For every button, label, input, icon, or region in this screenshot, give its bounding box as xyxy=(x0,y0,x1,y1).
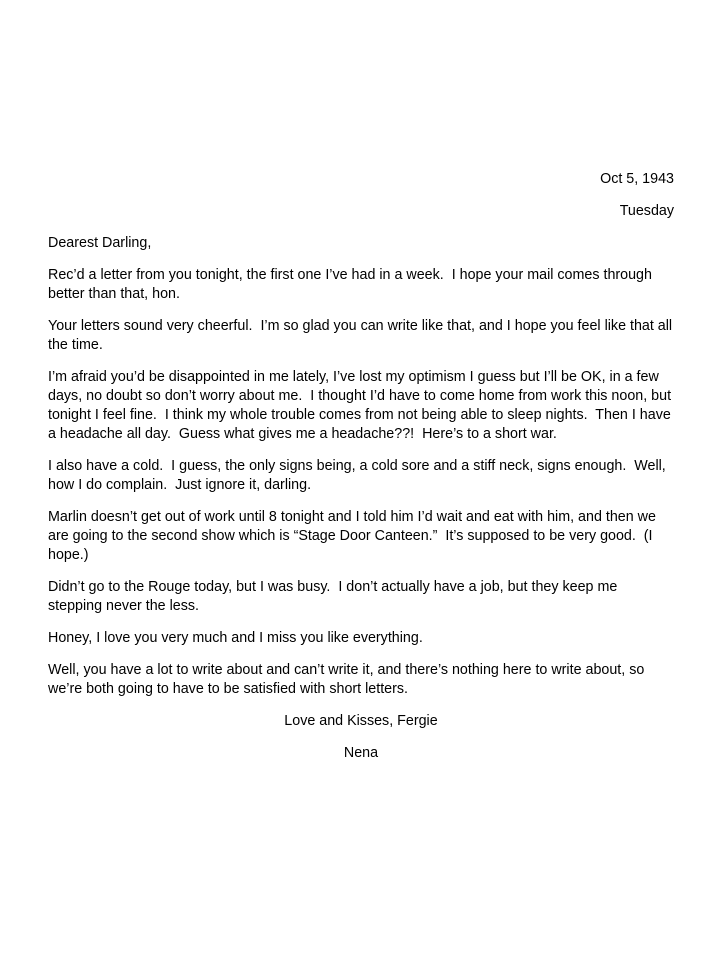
salutation: Dearest Darling, xyxy=(48,235,152,251)
letter-day: Tuesday xyxy=(619,203,674,219)
closing: Love and Kisses, Fergie xyxy=(284,713,438,729)
paragraph-1: Rec’d a letter from you tonight, the first one I’ve had in a week. I hope your mail comes through better than that, hon. xyxy=(48,267,656,302)
letter xyxy=(48,170,677,776)
signature: Nena xyxy=(343,745,379,761)
letter-date: Oct 5, 1943 xyxy=(600,171,674,187)
paragraph-7: Honey, I love you very much and I miss you like everything. xyxy=(48,630,423,646)
paragraph-8: Well, you have a lot to write about and can’t write it, and there’s nothing here to write about, so we’re both going to have to be satisfied with short letters. xyxy=(48,662,649,697)
paragraph-6: Didn’t go to the Rouge today, but I was busy. I don’t actually have a job, but they keep me stepping never the less. xyxy=(48,579,622,614)
paragraph-2: Your letters sound very cheerful. I’m so glad you can write like that, and I hope you feel like that all the time. xyxy=(48,318,677,353)
paragraph-5: Marlin doesn’t get out of work until 8 tonight and I told him I’d wait and eat with him, and then we are going to the second show which is “Stage Door Canteen.” It’s supposed to be very good. (I hope.) xyxy=(48,509,660,563)
paragraph-4: I also have a cold. I guess, the only signs being, a cold sore and a stiff neck, signs enough. Well, how I do complain. Just ignore it, darling. xyxy=(48,458,670,493)
paragraph-3: I’m afraid you’d be disappointed in me lately, I’ve lost my optimism I guess but I’ll be OK, in a few days, no doubt so don’t worry about me. I thought I’d have to come home from work this noon, but tonight I feel fine. I think my whole trouble comes from not being able to sleep nights. Then I have a headache all day. Guess what gives me a headache??! Here’s to a short war. xyxy=(48,369,676,442)
